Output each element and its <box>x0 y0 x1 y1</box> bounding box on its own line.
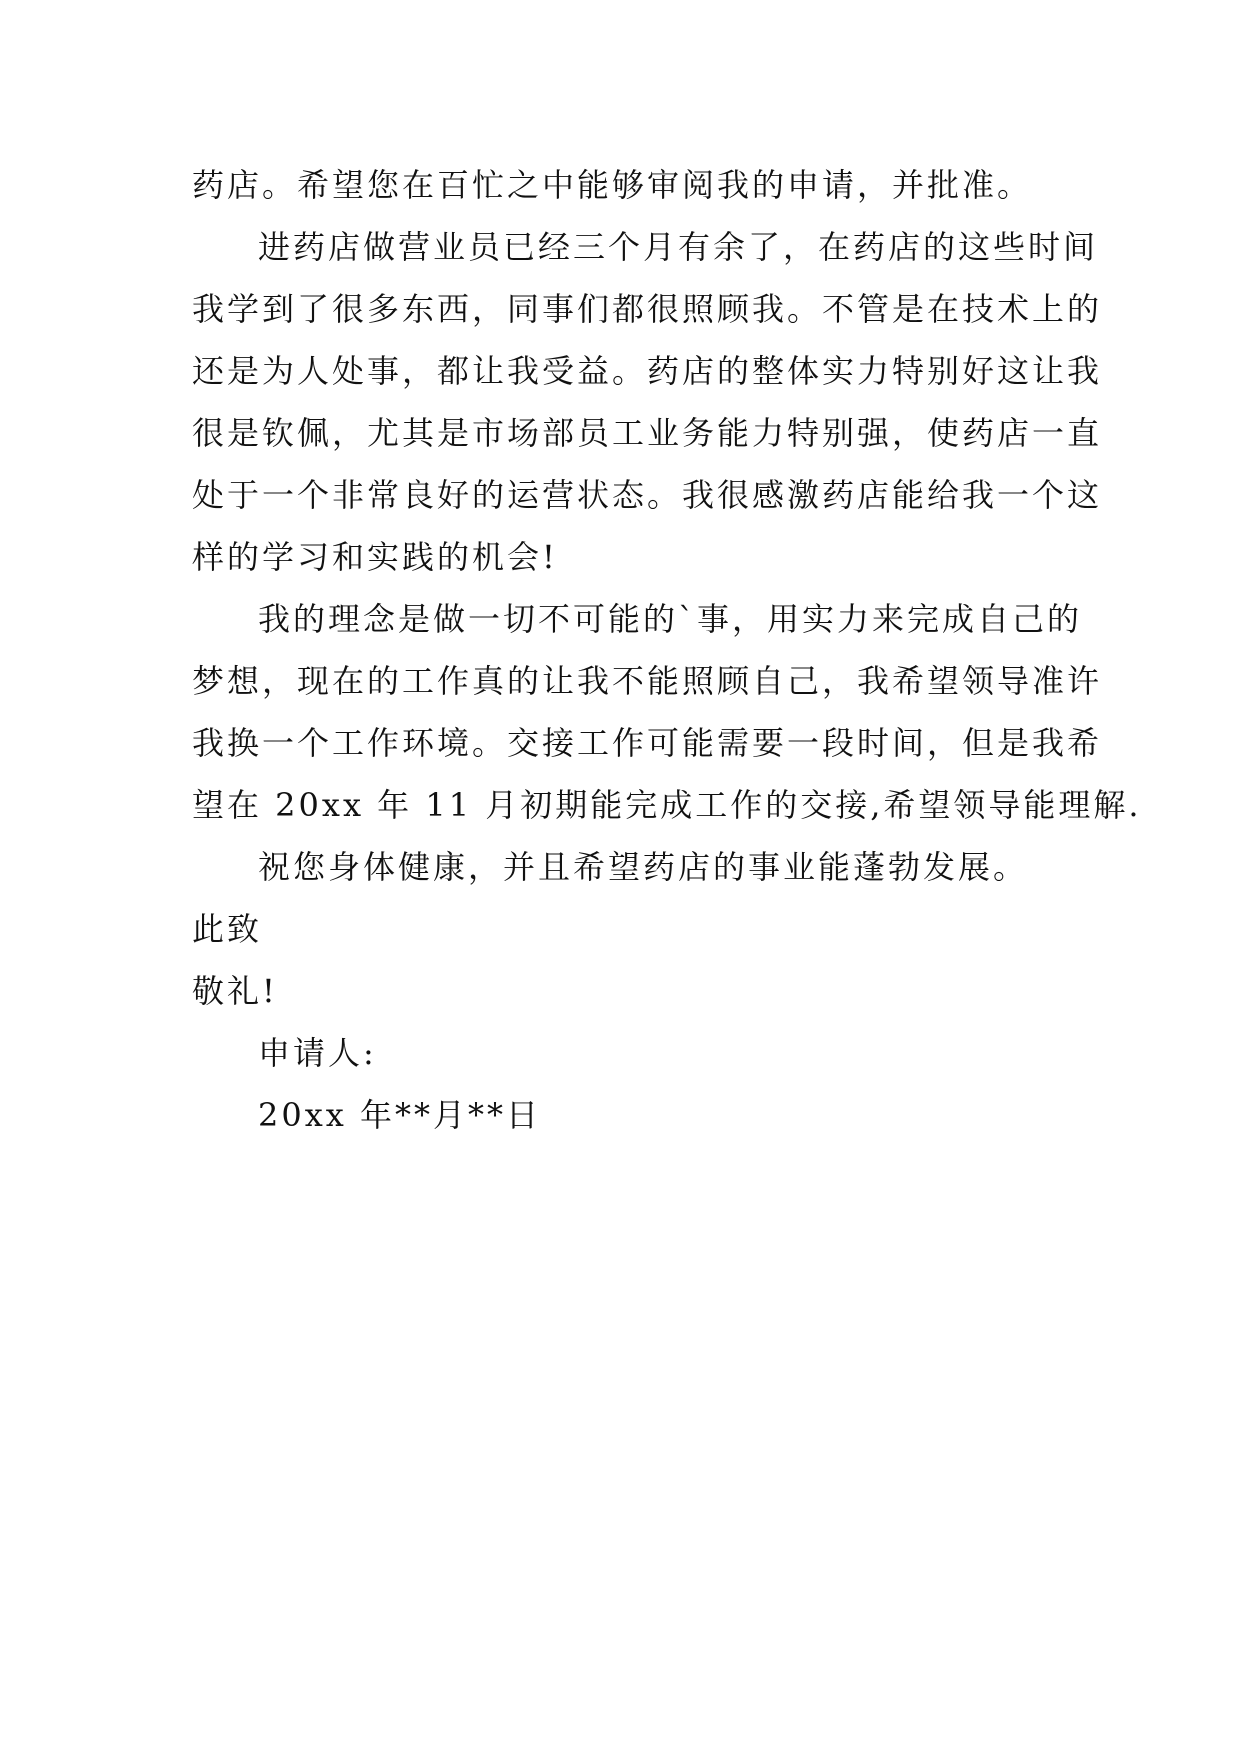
text-line: 药店。希望您在百忙之中能够审阅我的申请，并批准。 <box>192 166 1033 204</box>
text-line: 还是为人处事，都让我受益。药店的整体实力特别好这让我 <box>192 352 1103 390</box>
text-line: 我换一个工作环境。交接工作可能需要一段时间，但是我希 <box>192 724 1103 762</box>
text-line: 样的学习和实践的机会! <box>192 538 558 576</box>
text-line: 我的理念是做一切不可能的`事，用实力来完成自己的 <box>258 600 1083 638</box>
text-line: 很是钦佩，尤其是市场部员工业务能力特别强，使药店一直 <box>192 414 1103 452</box>
text-line: 进药店做营业员已经三个月有余了，在药店的这些时间 <box>258 228 1099 266</box>
applicant-label: 申请人: <box>258 1034 377 1072</box>
text-line: 我学到了很多东西，同事们都很照顾我。不管是在技术上的 <box>192 290 1103 328</box>
date-line: 20xx 年**月**日 <box>258 1096 541 1134</box>
text-line: 处于一个非常良好的运营状态。我很感激药店能给我一个这 <box>192 476 1103 514</box>
closing-regards: 敬礼! <box>192 972 278 1010</box>
letter-body <box>192 154 1142 1146</box>
text-line: 祝您身体健康，并且希望药店的事业能蓬勃发展。 <box>258 848 1029 886</box>
text-line: 梦想，现在的工作真的让我不能照顾自己，我希望领导准许 <box>192 662 1103 700</box>
text-line: 望在 20xx 年 11 月初期能完成工作的交接,希望领导能理解. <box>192 786 1142 824</box>
closing-salutation: 此致 <box>192 910 263 948</box>
